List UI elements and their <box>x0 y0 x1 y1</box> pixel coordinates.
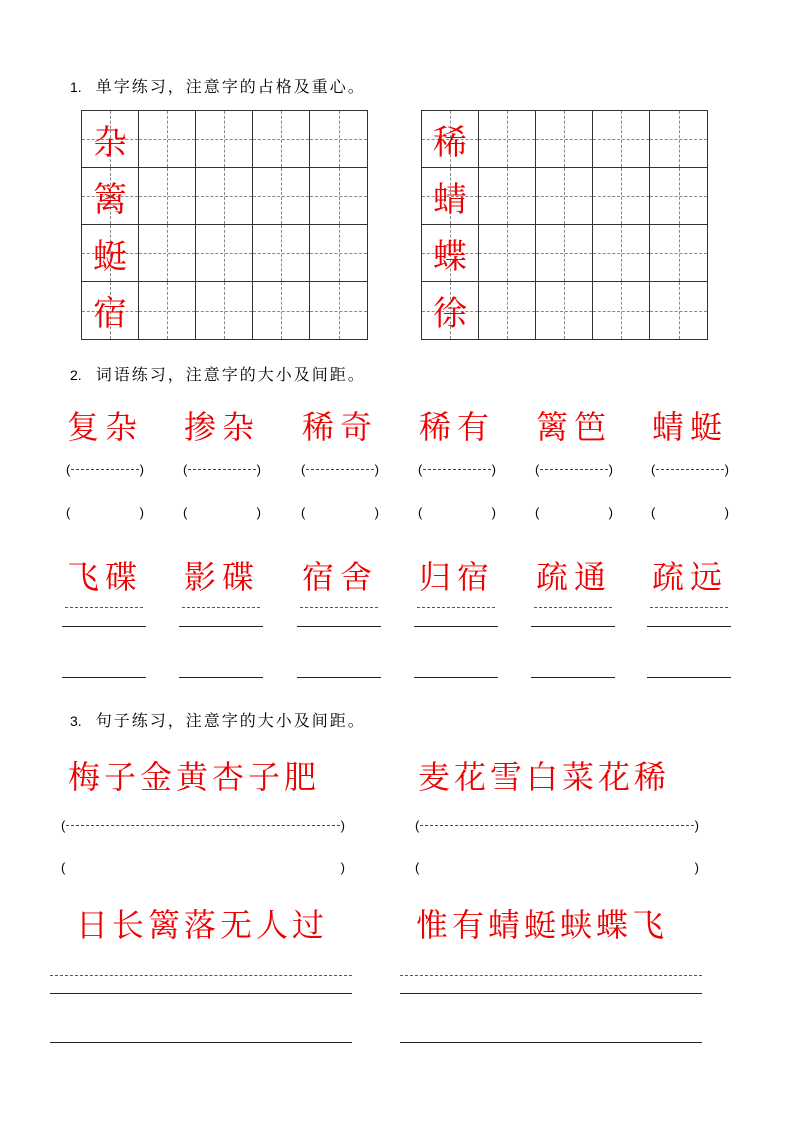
pinyin-blank-dashed[interactable]: ( ) <box>183 462 261 477</box>
pinyin-blank-dashed[interactable]: ( ) <box>651 462 729 477</box>
writing-line[interactable] <box>414 626 498 627</box>
word: 掺杂 <box>183 408 260 446</box>
grid-cell[interactable] <box>82 111 139 168</box>
grid-cell[interactable] <box>536 168 593 225</box>
pinyin-blank[interactable]: ( ) <box>415 860 699 875</box>
grid-cell[interactable] <box>139 111 196 168</box>
grid-cell[interactable] <box>253 168 310 225</box>
grid-cell[interactable] <box>139 168 196 225</box>
writing-line[interactable] <box>179 677 263 678</box>
writing-line[interactable] <box>62 677 146 678</box>
writing-line[interactable] <box>297 626 381 627</box>
writing-line[interactable] <box>647 677 731 678</box>
pinyin-blank[interactable]: ( ) <box>183 505 261 520</box>
practice-grid-right <box>421 110 708 340</box>
grid-cell[interactable] <box>310 282 367 339</box>
grid-cell[interactable] <box>479 225 536 282</box>
word: 蜻蜓 <box>651 408 728 446</box>
writing-line[interactable] <box>400 993 702 994</box>
pinyin-blank-dashed[interactable]: ( ) <box>535 462 613 477</box>
writing-line[interactable] <box>62 626 146 627</box>
section3-title: 3. 句子练习，注意字的大小及间距。 <box>70 711 366 730</box>
writing-line[interactable] <box>647 626 731 627</box>
practice-grid-left <box>81 110 368 340</box>
word: 疏通 <box>535 558 612 596</box>
pinyin-blank[interactable]: ( ) <box>418 505 496 520</box>
grid-cell[interactable] <box>196 111 253 168</box>
section1-title: 1. 单字练习，注意字的占格及重心。 <box>70 77 366 96</box>
grid-cell[interactable] <box>479 111 536 168</box>
grid-cell[interactable] <box>536 282 593 339</box>
grid-cell[interactable] <box>650 282 707 339</box>
writing-line[interactable] <box>50 993 352 994</box>
grid-cell[interactable] <box>253 282 310 339</box>
grid-cell[interactable] <box>650 225 707 282</box>
word: 疏远 <box>651 558 728 596</box>
word: 篱笆 <box>535 408 612 446</box>
grid-cell[interactable] <box>422 282 479 339</box>
word: 宿舍 <box>301 558 378 596</box>
pinyin-blank-dashed[interactable]: ( ) <box>418 462 496 477</box>
grid-cell[interactable] <box>196 168 253 225</box>
writing-line[interactable] <box>531 626 615 627</box>
writing-line[interactable] <box>297 677 381 678</box>
grid-cell[interactable] <box>479 282 536 339</box>
model-character: 杂 <box>93 122 127 163</box>
grid-cell[interactable] <box>139 282 196 339</box>
writing-line[interactable] <box>50 1042 352 1043</box>
word: 飞碟 <box>66 558 143 596</box>
grid-cell[interactable] <box>253 111 310 168</box>
pinyin-blank-dashed[interactable]: ( ) <box>301 462 379 477</box>
writing-guide-dashed <box>182 607 260 608</box>
model-character: 蝶 <box>433 236 467 277</box>
grid-cell[interactable] <box>650 111 707 168</box>
writing-guide-dashed <box>65 607 143 608</box>
grid-cell[interactable] <box>650 168 707 225</box>
grid-cell[interactable] <box>82 225 139 282</box>
pinyin-blank[interactable]: ( ) <box>61 860 345 875</box>
sentence: 梅子金黄杏子肥 <box>68 758 321 796</box>
grid-cell[interactable] <box>139 225 196 282</box>
pinyin-blank[interactable]: ( ) <box>651 505 729 520</box>
grid-cell[interactable] <box>593 225 650 282</box>
writing-line[interactable] <box>414 677 498 678</box>
grid-cell[interactable] <box>253 225 310 282</box>
writing-line[interactable] <box>179 626 263 627</box>
model-character: 蜓 <box>93 236 127 277</box>
pinyin-blank[interactable]: ( ) <box>66 505 144 520</box>
writing-guide-dashed <box>300 607 378 608</box>
pinyin-blank-dashed[interactable]: ( ) <box>415 818 699 833</box>
writing-line[interactable] <box>531 677 615 678</box>
section2-title: 2. 词语练习，注意字的大小及间距。 <box>70 365 366 384</box>
word: 稀奇 <box>301 408 378 446</box>
word: 影碟 <box>183 558 260 596</box>
grid-cell[interactable] <box>422 225 479 282</box>
model-character: 宿 <box>93 294 127 334</box>
grid-cell[interactable] <box>196 282 253 339</box>
pinyin-blank-dashed[interactable]: ( ) <box>61 818 345 833</box>
sentence: 惟有蜻蜓蛱蝶飞 <box>416 906 669 944</box>
grid-cell[interactable] <box>82 282 139 339</box>
pinyin-blank[interactable]: ( ) <box>535 505 613 520</box>
grid-cell[interactable] <box>593 111 650 168</box>
grid-cell[interactable] <box>479 168 536 225</box>
sentence: 日长篱落无人过 <box>76 906 329 944</box>
model-character: 徐 <box>433 294 467 334</box>
word: 归宿 <box>418 558 495 596</box>
grid-cell[interactable] <box>196 225 253 282</box>
writing-guide-dashed <box>417 607 495 608</box>
pinyin-blank-dashed[interactable]: ( ) <box>66 462 144 477</box>
grid-cell[interactable] <box>422 168 479 225</box>
pinyin-blank[interactable]: ( ) <box>301 505 379 520</box>
writing-guide-dashed <box>400 975 702 976</box>
model-character: 蜻 <box>433 179 467 220</box>
writing-guide-dashed <box>50 975 352 976</box>
writing-guide-dashed <box>650 607 728 608</box>
model-character: 篱 <box>93 179 127 220</box>
grid-cell[interactable] <box>310 168 367 225</box>
writing-guide-dashed <box>534 607 612 608</box>
grid-cell[interactable] <box>593 282 650 339</box>
grid-cell[interactable] <box>536 111 593 168</box>
grid-cell[interactable] <box>310 225 367 282</box>
word: 复杂 <box>66 408 143 446</box>
writing-line[interactable] <box>400 1042 702 1043</box>
model-character: 稀 <box>433 122 467 163</box>
sentence: 麦花雪白菜花稀 <box>418 758 671 796</box>
word: 稀有 <box>418 408 495 446</box>
grid-cell[interactable] <box>310 111 367 168</box>
grid-cell[interactable] <box>422 111 479 168</box>
grid-cell[interactable] <box>82 168 139 225</box>
grid-cell[interactable] <box>593 168 650 225</box>
grid-cell[interactable] <box>536 225 593 282</box>
